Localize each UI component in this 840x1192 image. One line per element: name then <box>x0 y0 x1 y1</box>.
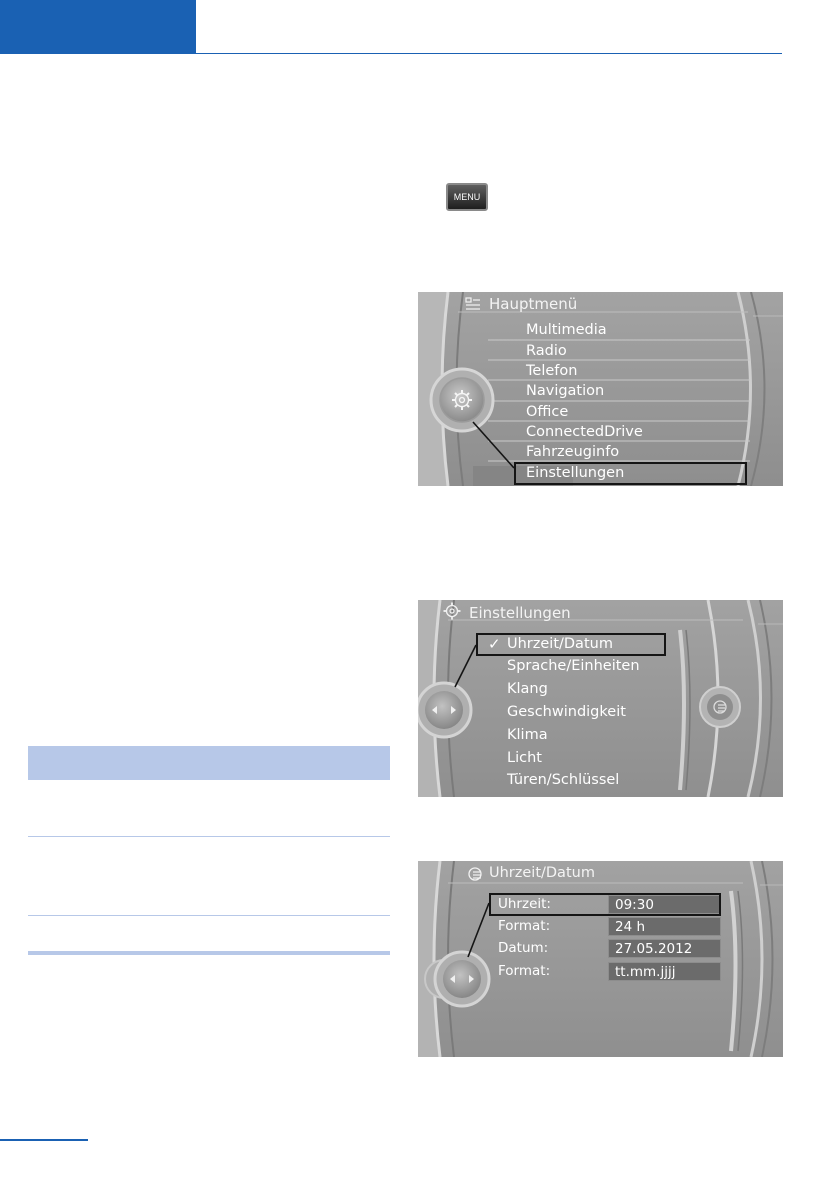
menu-item-navigation[interactable]: Navigation <box>526 383 605 399</box>
screen-time-date-graphics <box>418 861 783 1057</box>
menu-item-geschwindigkeit[interactable]: Geschwindigkeit <box>507 704 626 720</box>
menu-item-einstellungen[interactable]: Einstellungen <box>526 465 625 481</box>
menu-item-office[interactable]: Office <box>526 404 569 420</box>
menu-button[interactable]: MENU <box>446 183 488 211</box>
table-header <box>28 746 390 780</box>
field-value-date-format[interactable]: tt.mm.jjjj <box>608 962 721 981</box>
menu-item-radio[interactable]: Radio <box>526 343 567 359</box>
table-bottom-rule <box>28 951 390 955</box>
field-value-datum[interactable]: 27.05.2012 <box>608 939 721 958</box>
screen-title: Einstellungen <box>469 604 571 622</box>
table-divider <box>28 915 390 916</box>
selection-highlight <box>514 462 747 485</box>
field-label-format: Format: <box>498 918 551 934</box>
header-rule <box>196 53 782 54</box>
menu-item-multimedia[interactable]: Multimedia <box>526 322 607 338</box>
field-label-uhrzeit: Uhrzeit: <box>498 896 551 912</box>
field-value-format[interactable]: 24 h <box>608 917 721 936</box>
screen-settings <box>418 600 783 797</box>
field-label-date-format: Format: <box>498 963 551 979</box>
screen-time-date <box>418 861 783 1057</box>
menu-item-connecteddrive[interactable]: ConnectedDrive <box>526 424 643 440</box>
menu-item-licht[interactable]: Licht <box>507 750 542 766</box>
menu-item-uhrzeit-datum[interactable]: Uhrzeit/Datum <box>507 636 613 652</box>
screen-title: Hauptmenü <box>489 295 578 313</box>
screen-main-menu <box>418 292 783 486</box>
selection-highlight <box>476 633 666 656</box>
menu-item-klima[interactable]: Klima <box>507 727 548 743</box>
screen-settings-graphics <box>418 600 783 797</box>
menu-item-klang[interactable]: Klang <box>507 681 548 697</box>
header-tab <box>0 0 196 54</box>
field-label-datum: Datum: <box>498 940 549 956</box>
menu-item-fahrzeuginfo[interactable]: Fahrzeuginfo <box>526 444 620 460</box>
field-value-uhrzeit[interactable]: 09:30 <box>608 895 721 914</box>
menu-item-tueren-schluessel[interactable]: Türen/Schlüssel <box>507 772 620 788</box>
screen-title: Uhrzeit/Datum <box>489 865 595 881</box>
table-divider <box>28 836 390 837</box>
footer-rule <box>0 1139 88 1141</box>
menu-item-sprache-einheiten[interactable]: Sprache/Einheiten <box>507 658 640 674</box>
selection-highlight <box>489 893 721 916</box>
menu-item-telefon[interactable]: Telefon <box>526 363 578 379</box>
check-icon: ✓ <box>488 635 501 653</box>
